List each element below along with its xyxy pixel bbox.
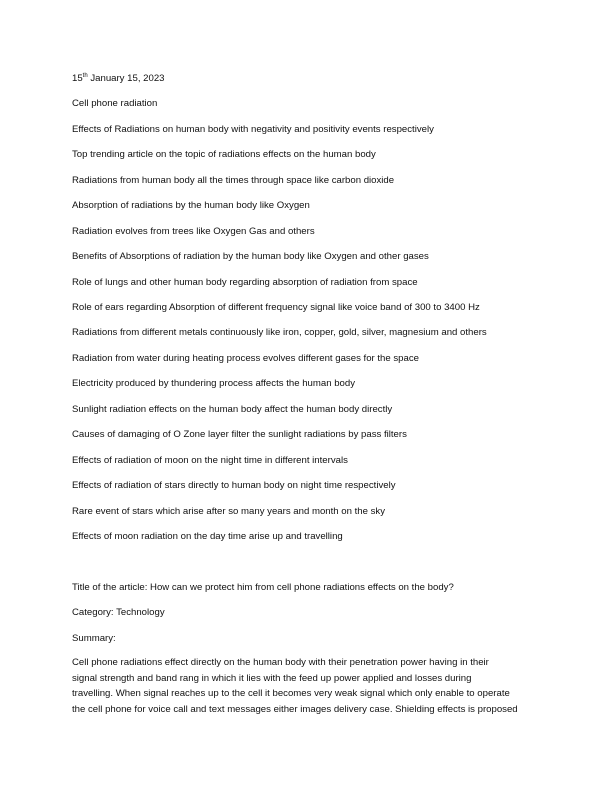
summary-label: Summary:	[72, 633, 116, 644]
topic-line: Role of lungs and other human body regarding absorption of radiation from space	[72, 277, 418, 288]
summary-line: the cell phone for voice call and text messages either images delivery case. Shielding effects is proposed	[72, 703, 518, 715]
topic-line: Sunlight radiation effects on the human body affect the human body directly	[72, 404, 393, 415]
topic-line: Effects of moon radiation on the day time arise up and travelling	[72, 531, 343, 542]
topic-line: Absorption of radiations by the human body like Oxygen	[72, 200, 310, 211]
topic-line: Role of ears regarding Absorption of different frequency signal like voice band of 300 to 3400 Hz	[72, 302, 480, 313]
topic-line: Electricity produced by thundering process affects the human body	[72, 378, 356, 389]
topic-line: Effects of radiation of stars directly to human body on night time respectively	[72, 480, 396, 491]
summary-paragraph	[72, 655, 542, 717]
date-rest: January 15, 2023	[87, 73, 165, 84]
summary-line: Cell phone radiations effect directly on the human body with their penetration power having in their	[72, 657, 489, 668]
topic-line: Radiation evolves from trees like Oxygen Gas and others	[72, 226, 315, 237]
date-day: 15	[72, 73, 83, 84]
date-suffix: th	[82, 72, 88, 79]
topic-line: Rare event of stars which arise after so many years and month on the sky	[72, 506, 386, 517]
topic-heading: Cell phone radiation	[72, 98, 158, 109]
topic-line: Effects of Radiations on human body with negativity and positivity events respectively	[72, 124, 434, 135]
topic-line: Top trending article on the topic of radiations effects on the human body	[72, 149, 376, 160]
summary-line: travelling. When signal reaches up to the cell it becomes very weak signal which only enable to operate	[72, 688, 510, 699]
summary-line: signal strength and band rang in which it lies with the feed up power applied and losses during	[72, 672, 472, 684]
topic-line: Causes of damaging of O Zone layer filter the sunlight radiations by pass filters	[72, 429, 407, 440]
topic-line: Radiations from different metals continuously like iron, copper, gold, silver, magnesium and others	[72, 327, 487, 338]
date-line	[72, 73, 165, 85]
topic-line: Benefits of Absorptions of radiation by the human body like Oxygen and other gases	[72, 251, 429, 262]
article-category: Category: Technology	[72, 607, 165, 618]
article-title: Title of the article: How can we protect him from cell phone radiations effects on the body?	[72, 582, 454, 593]
topic-line: Effects of radiation of moon on the night time in different intervals	[72, 455, 348, 466]
topic-line: Radiations from human body all the times through space like carbon dioxide	[72, 175, 395, 186]
topic-line: Radiation from water during heating process evolves different gases for the space	[72, 353, 419, 364]
